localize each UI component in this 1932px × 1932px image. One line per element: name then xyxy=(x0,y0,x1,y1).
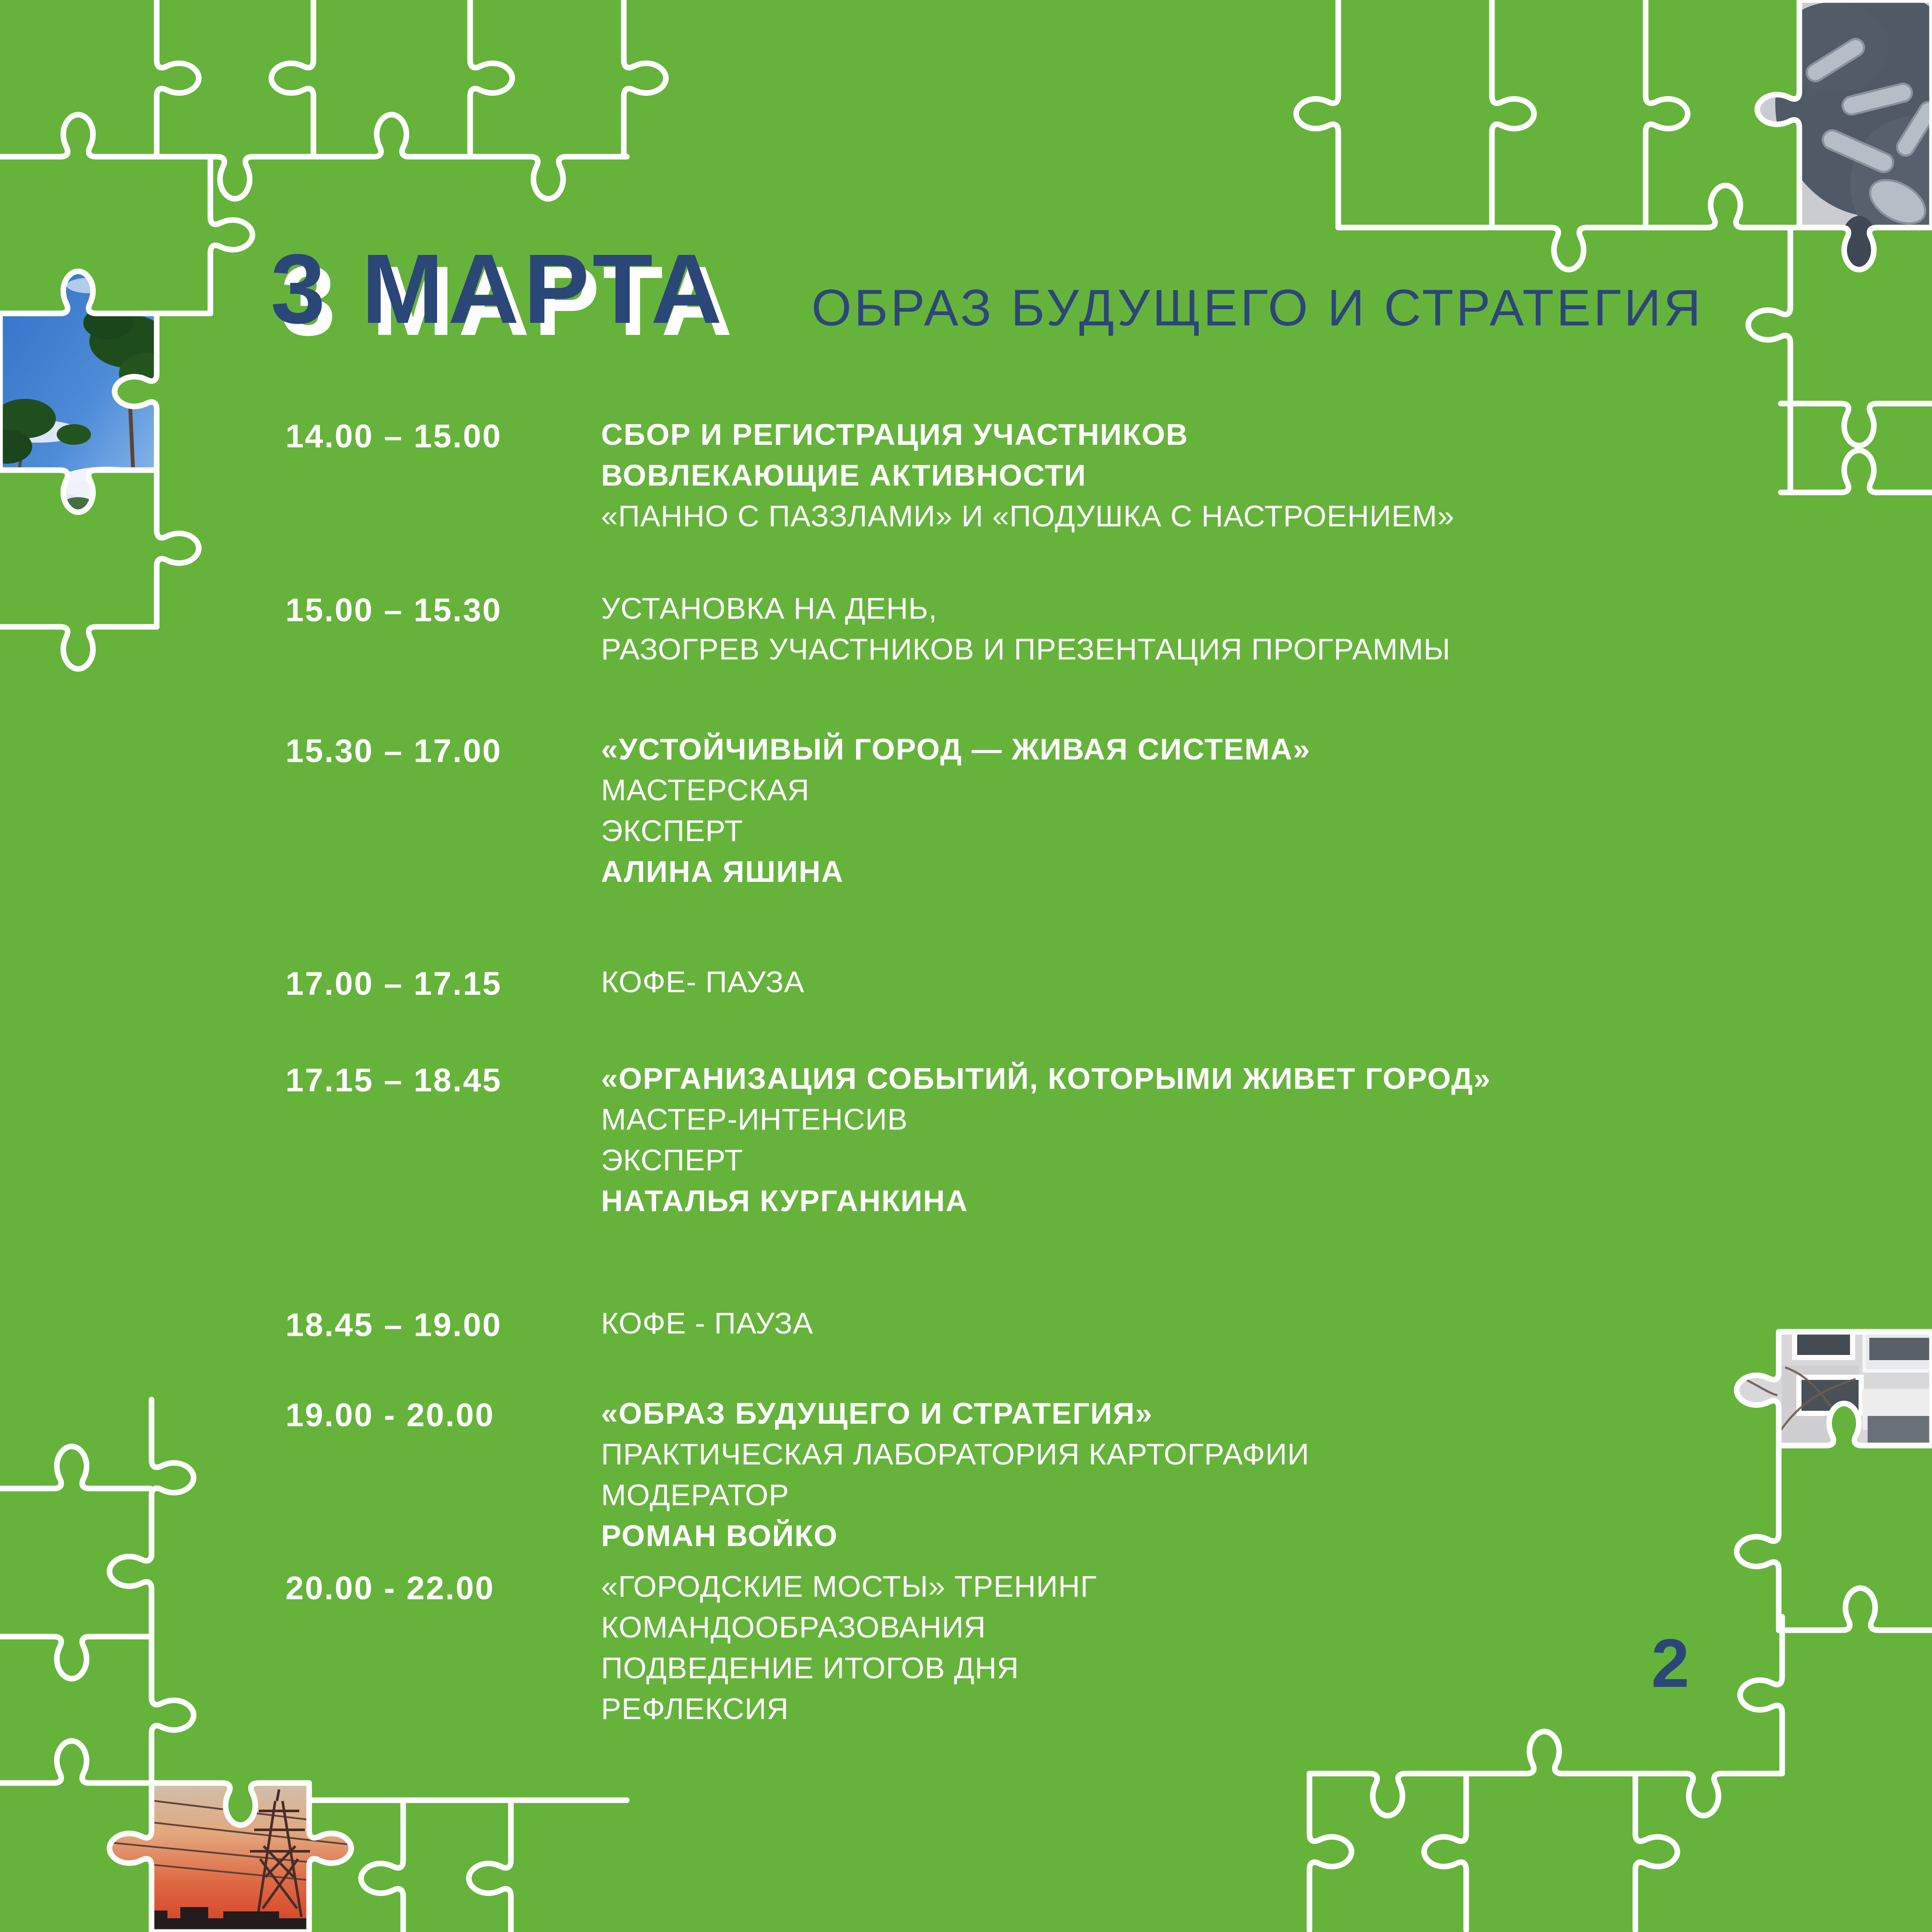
event-description xyxy=(601,1058,1491,1221)
event-line: ЭКСПЕРТ xyxy=(601,814,744,848)
event-line: «ПАННО С ПАЗЗЛАМИ» И «ПОДУШКА С НАСТРОЕНИЕМ» xyxy=(601,499,1455,533)
event-line: МАСТЕР-ИНТЕНСИВ xyxy=(601,1103,908,1136)
day-theme-title: ОБРАЗ БУДУЩЕГО И СТРАТЕГИЯ xyxy=(811,279,1704,337)
event-line: ПРАКТИЧЕСКАЯ ЛАБОРАТОРИЯ КАРТОГРАФИИ xyxy=(601,1437,1309,1471)
event-line: «ОРГАНИЗАЦИЯ СОБЫТИЙ, КОТОРЫМИ ЖИВЕТ ГОРОД» xyxy=(601,1062,1492,1095)
event-line: НАТАЛЬЯ КУРГАНКИНА xyxy=(601,1184,969,1218)
time-range: 15.00 – 15.30 xyxy=(286,592,502,629)
event-line: ПОДВЕДЕНИЕ ИТОГОВ ДНЯ xyxy=(601,1651,1019,1685)
event-line: КОФЕ - ПАУЗА xyxy=(601,1306,814,1340)
event-description xyxy=(601,729,1311,892)
event-line: АЛИНА ЯШИНА xyxy=(601,855,844,888)
time-range: 17.15 – 18.45 xyxy=(286,1062,502,1099)
event-description xyxy=(601,588,1451,670)
event-line: МАСТЕРСКАЯ xyxy=(601,773,810,807)
event-description xyxy=(601,962,805,1002)
event-line: ВОВЛЕКАЮЩИЕ АКТИВНОСТИ xyxy=(601,459,1087,492)
event-line: РОМАН ВОЙКО xyxy=(601,1519,838,1552)
event-line: РЕФЛЕКСИЯ xyxy=(601,1692,789,1725)
time-range: 14.00 – 15.00 xyxy=(286,418,502,455)
time-range: 19.00 - 20.00 xyxy=(286,1397,495,1434)
photo-hands-mural xyxy=(1752,0,1932,275)
time-range: 17.00 – 17.15 xyxy=(286,966,502,1002)
event-line: ЭКСПЕРТ xyxy=(601,1143,744,1177)
event-line: МОДЕРАТОР xyxy=(601,1478,790,1512)
time-range: 15.30 – 17.00 xyxy=(286,733,502,769)
time-range: 20.00 - 22.00 xyxy=(286,1570,495,1607)
event-line: КОМАНДООБРАЗОВАНИЯ xyxy=(601,1610,986,1644)
event-line: «ОБРАЗ БУДУЩЕГО И СТРАТЕГИЯ» xyxy=(601,1397,1153,1430)
date-title: 3 МАРТА xyxy=(270,234,726,344)
event-line: УСТАНОВКА НА ДЕНЬ, xyxy=(601,592,938,625)
event-description xyxy=(601,414,1455,537)
event-line: «УСТОЙЧИВЫЙ ГОРОД — ЖИВАЯ СИСТЕМА» xyxy=(601,732,1311,766)
event-line: КОФЕ- ПАУЗА xyxy=(601,965,805,999)
time-range: 18.45 – 19.00 xyxy=(286,1307,502,1343)
event-description xyxy=(601,1566,1097,1729)
event-description xyxy=(601,1303,813,1344)
event-line: «ГОРОДСКИЕ МОСТЫ» ТРЕНИНГ xyxy=(601,1570,1097,1603)
event-description xyxy=(601,1393,1309,1556)
page-number: 2 xyxy=(1651,1625,1689,1701)
event-line: СБОР И РЕГИСТРАЦИЯ УЧАСТНИКОВ xyxy=(601,418,1189,451)
event-line: РАЗОГРЕВ УЧАСТНИКОВ И ПРЕЗЕНТАЦИЯ ПРОГРАММЫ xyxy=(601,632,1451,666)
